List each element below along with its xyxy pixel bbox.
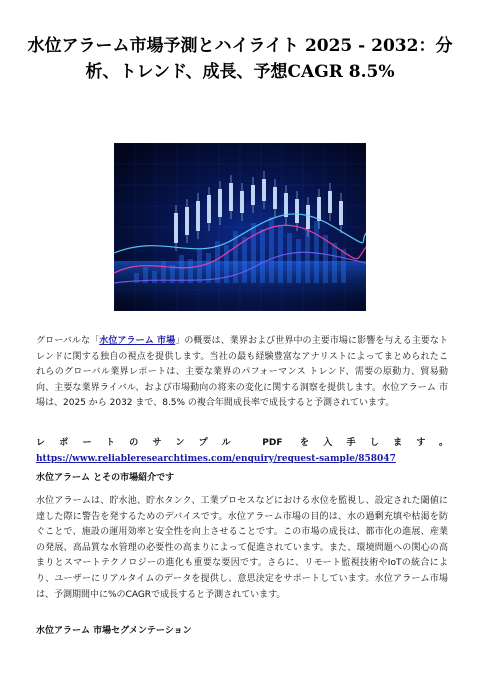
sample-label: レポートのサンプル PDF を入手します。	[36, 438, 448, 448]
page-title: 水位アラーム市場予測とハイライト 2025 - 2032：分析、トレンド、成長、予想CAGR 8.5%	[27, 36, 453, 82]
hero-candle	[240, 191, 244, 213]
hero-bar	[332, 243, 337, 283]
hero-candle	[218, 189, 222, 217]
hero-candle	[174, 213, 178, 243]
hero-candle	[251, 185, 255, 205]
hero-bar	[287, 233, 292, 283]
hero-candle	[306, 205, 310, 229]
hero-candle	[196, 201, 200, 231]
hero-bar	[314, 221, 319, 283]
hero-bar	[278, 225, 283, 283]
sample-request-link[interactable]: https://www.reliableresearchtimes.com/enquiry/request-sample/858047	[36, 453, 396, 464]
section-heading-intro: 水位アラーム とその市場紹介です	[36, 473, 175, 483]
intro-paragraph: グローバルな「水位アラーム 市場」の概要は、業界および世界中の主要市場に影響を与える主要なトレンドに関する独自の視点を提供します。当社の最も経験豊富なアナリストによってまとめられたこれらのグローバル業界レポートは、主要な業界のパフォーマンス トレンド、需要の原動力、貿易動向、主要な業界ライバル、および市場動向の将来の変化に関する洞察を提供します。水位アラーム 市場は、2025 から 2032 まで、8.5% の複合年間成長率で成長すると予測されています。	[36, 336, 448, 409]
market-keyword-link[interactable]: 水位アラーム 市場	[99, 336, 176, 346]
sample-request-paragraph	[36, 436, 448, 467]
hero-candle	[295, 199, 299, 223]
hero-candle	[207, 195, 211, 223]
hero-bar	[179, 255, 184, 283]
hero-candle	[284, 193, 288, 217]
hero-bar	[305, 227, 310, 283]
hero-bar	[188, 259, 193, 283]
hero-bar	[323, 235, 328, 283]
hero-candle	[229, 183, 233, 211]
market-intro-paragraph: 水位アラームは、貯水池、貯水タンク、工業プロセスなどにおける水位を監視し、設定された閾値に達した際に警告を発するためのデバイスです。水位アラーム市場の目的は、水の過剰充填や枯渇を防ぐことで、施設の運用効率と安全性を向上させることです。この市場の成長は、都市化の進展、産業の発展、高品質な水管理の必要性の高まりによって促進されています。また、環境問題への関心の高まりとスマートテクノロジーの進化も重要な要因です。さらに、リモート監視技術やIoTの統合により、ユーザーにリアルタイムのデータを提供し、意思決定をサポートしています。水位アラーム市場は、予測期間中に%のCAGRで成長すると予測されています。	[36, 496, 448, 600]
hero-bar	[260, 229, 265, 283]
hero-candle	[339, 201, 343, 225]
hero-bar	[152, 271, 157, 283]
hero-bar	[242, 237, 247, 283]
hero-bar	[206, 253, 211, 283]
hero-image-stock-chart	[114, 143, 366, 311]
hero-candle	[273, 187, 277, 209]
hero-candle	[328, 191, 332, 213]
hero-candle	[317, 197, 321, 221]
hero-candle	[262, 179, 266, 201]
hero-candle	[185, 207, 189, 235]
section-heading-segmentation: 水位アラーム 市場セグメンテーション	[36, 626, 192, 636]
hero-bar	[341, 249, 346, 283]
hero-bar	[251, 223, 256, 283]
hero-bar	[296, 239, 301, 283]
